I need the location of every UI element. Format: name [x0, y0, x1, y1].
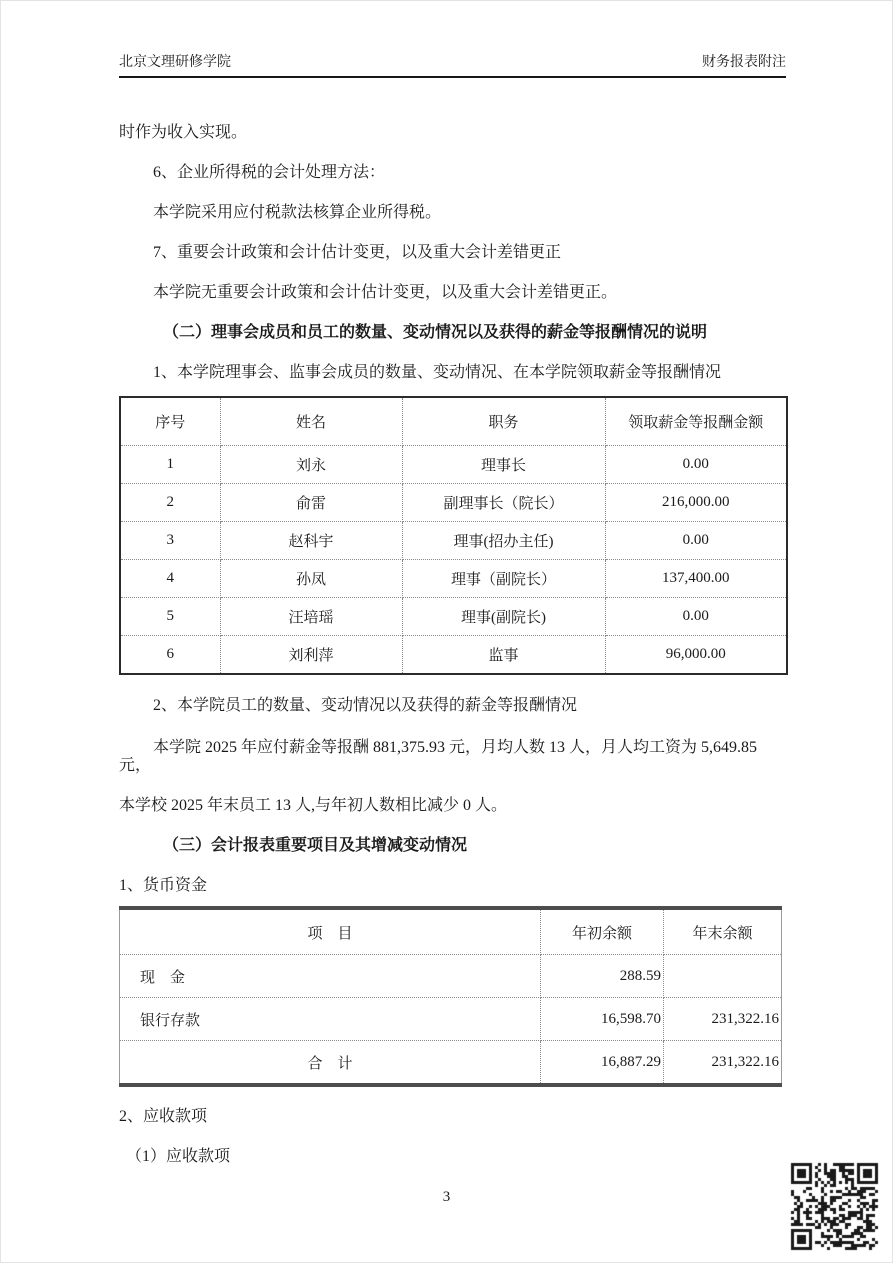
- board-members-table: [119, 396, 788, 675]
- table-cell: 96,000.00: [605, 636, 787, 675]
- section3-heading: （三）会计报表重要项目及其增减变动情况: [163, 837, 468, 854]
- cash-table-header-row: [120, 908, 782, 955]
- amount-cell: 16,598.70: [541, 998, 664, 1041]
- table-cell: 理事(招办主任): [402, 522, 605, 560]
- paragraph-item6-title: 6、企业所得税的会计处理方法：: [153, 164, 386, 181]
- table-cell: 孙凤: [220, 560, 402, 598]
- table-cell: 刘永: [220, 446, 402, 484]
- item-label-cell: 现 金: [120, 955, 541, 998]
- salary-line2: 本学校 2025 年末员工 13 人,与年初人数相比减少 0 人。: [119, 797, 508, 814]
- column-header: 年初余额: [541, 908, 664, 955]
- amount-cell: 231,322.16: [664, 998, 782, 1041]
- section3-item2: 2、应收款项: [119, 1108, 208, 1125]
- table-cell: 赵科宇: [220, 522, 402, 560]
- table-cell: 0.00: [605, 522, 787, 560]
- table-cell: 理事（副院长）: [402, 560, 605, 598]
- paragraph-item7-body: 本学院无重要会计政策和会计估计变更，以及重大会计差错更正。: [153, 284, 618, 301]
- header-left-title: 北京文理研修学院: [119, 55, 231, 70]
- column-header: 领取薪金等报酬金额: [605, 397, 787, 446]
- table-cell: 0.00: [605, 598, 787, 636]
- table-cell: 汪培瑶: [220, 598, 402, 636]
- amount-cell: 288.59: [541, 955, 664, 998]
- table-cell: 理事(副院长): [402, 598, 605, 636]
- section2-heading: （二）理事会成员和员工的数量、变动情况以及获得的薪金等报酬情况的说明: [163, 324, 708, 341]
- table-row: [120, 484, 787, 522]
- table-cell: 5: [120, 598, 220, 636]
- table-cell: 1: [120, 446, 220, 484]
- paragraph-item7-title: 7、重要会计政策和会计估计变更，以及重大会计差错更正: [153, 244, 562, 261]
- table-cell: 6: [120, 636, 220, 675]
- monetary-funds-table: [119, 906, 782, 1087]
- page-header: [119, 51, 786, 78]
- table-cell: 刘利萍: [220, 636, 402, 675]
- table-row: [120, 636, 787, 675]
- table-row: [120, 598, 787, 636]
- table-cell: 0.00: [605, 446, 787, 484]
- table-cell: 216,000.00: [605, 484, 787, 522]
- table-cell: 137,400.00: [605, 560, 787, 598]
- amount-cell: 16,887.29: [541, 1041, 664, 1086]
- table-cell: 2: [120, 484, 220, 522]
- item-label-cell: 银行存款: [120, 998, 541, 1041]
- table-row: [120, 998, 782, 1041]
- table-cell: 理事长: [402, 446, 605, 484]
- column-header: 姓名: [220, 397, 402, 446]
- table-row: [120, 446, 787, 484]
- qr-code-image: [789, 1161, 880, 1252]
- column-header: 项 目: [120, 908, 541, 955]
- section2-item2: 2、本学院员工的数量、变动情况以及获得的薪金等报酬情况: [153, 697, 578, 714]
- item-label-cell: 合 计: [120, 1041, 541, 1086]
- amount-cell: [664, 955, 782, 998]
- section3-item1: 1、货币资金: [119, 877, 208, 894]
- table-cell: 监事: [402, 636, 605, 675]
- table-row: [120, 955, 782, 998]
- table-cell: 俞雷: [220, 484, 402, 522]
- column-header: 年末余额: [664, 908, 782, 955]
- page-content: [119, 1, 786, 1166]
- qr-code: [789, 1161, 880, 1252]
- column-header: 职务: [402, 397, 605, 446]
- table-cell: 4: [120, 560, 220, 598]
- header-right-title: 财务报表附注: [702, 55, 786, 70]
- table-row: [120, 522, 787, 560]
- column-header: 序号: [120, 397, 220, 446]
- table-cell: 副理事长（院长）: [402, 484, 605, 522]
- page-number: 3: [442, 1189, 451, 1205]
- section2-item1: 1、本学院理事会、监事会成员的数量、变动情况、在本学院领取薪金等报酬情况: [153, 364, 722, 381]
- section3-item2-sub: （1）应收款项: [126, 1148, 231, 1165]
- salary-line1: 本学院 2025 年应付薪金等报酬 881,375.93 元，月均人数 13 人，月人均工资为 5,649.85 元，: [119, 739, 758, 774]
- table-row: [120, 1041, 782, 1086]
- table-row: [120, 560, 787, 598]
- board-table-header-row: [120, 397, 787, 446]
- table-cell: 3: [120, 522, 220, 560]
- paragraph-item6-body: 本学院采用应付税款法核算企业所得税。: [153, 204, 442, 221]
- paragraph-carryover: 时作为收入实现。: [119, 124, 248, 141]
- amount-cell: 231,322.16: [664, 1041, 782, 1086]
